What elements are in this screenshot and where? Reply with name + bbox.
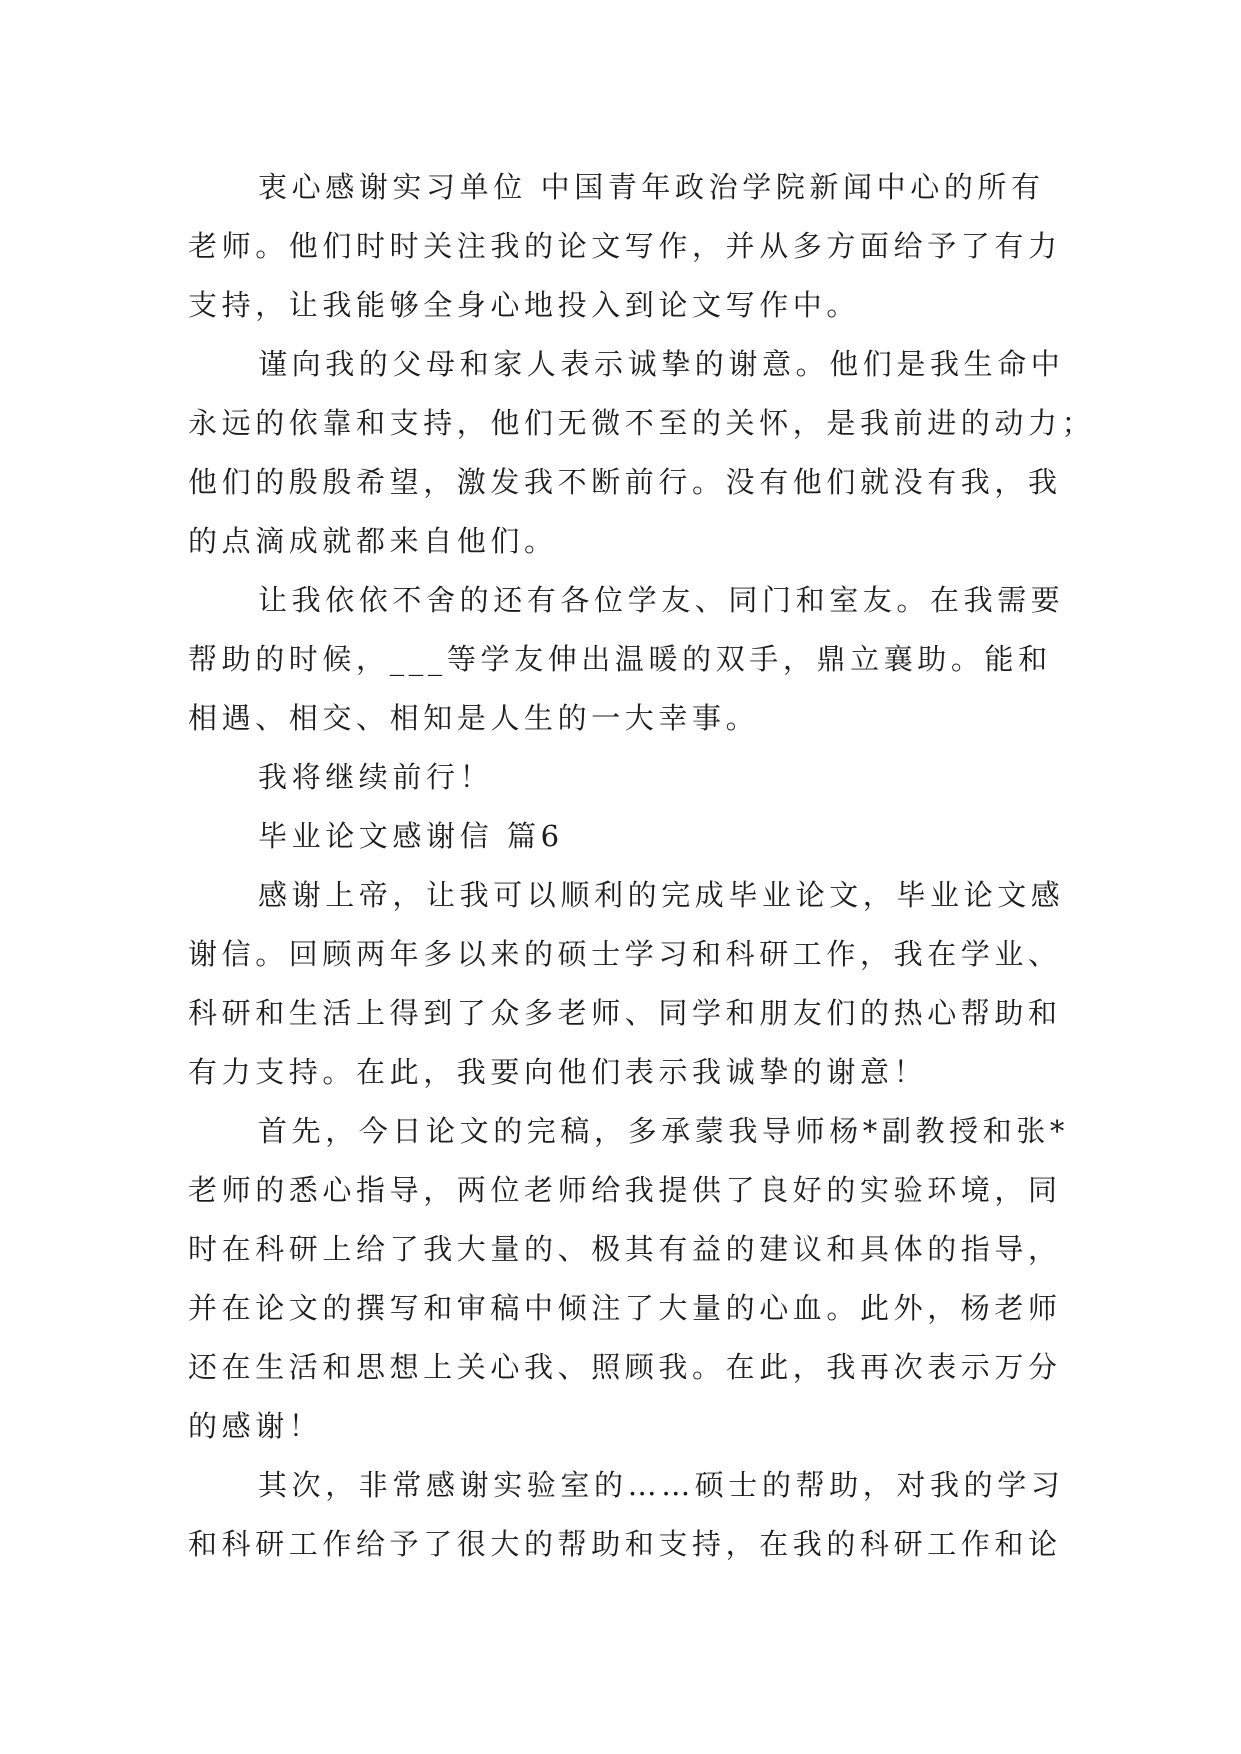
paragraph-line: 让我依依不舍的还有各位学友、同门和室友。在我需要 — [258, 583, 1065, 617]
paragraph-line: 衷心感谢实习单位 中国青年政治学院新闻中心的所有 — [258, 170, 1045, 204]
section-heading: 毕业论文感谢信 篇6 — [258, 819, 564, 853]
paragraph-line: 他们的殷殷希望，激发我不断前行。没有他们就没有我，我 — [188, 465, 1062, 499]
paragraph-line: 谢信。回顾两年多以来的硕士学习和科研工作，我在学业、 — [188, 937, 1062, 971]
paragraph-line: 谨向我的父母和家人表示诚挚的谢意。他们是我生命中 — [258, 347, 1065, 381]
paragraph-line: 永远的依靠和支持，他们无微不至的关怀，是我前进的动力； — [188, 406, 1096, 440]
document-body — [188, 158, 1096, 1574]
paragraph-line: 有力支持。在此，我要向他们表示我诚挚的谢意！ — [188, 1055, 928, 1089]
paragraph-line: 的点滴成就都来自他们。 — [188, 524, 558, 558]
paragraph-line: 科研和生活上得到了众多老师、同学和朋友们的热心帮助和 — [188, 996, 1062, 1030]
paragraph-line: 的感谢！ — [188, 1409, 323, 1443]
paragraph-line: 相遇、相交、相知是人生的一大幸事。 — [188, 701, 760, 735]
paragraph-line: 感谢上帝，让我可以顺利的完成毕业论文，毕业论文感 — [258, 878, 1065, 912]
paragraph-line: 和科研工作给予了很大的帮助和支持，在我的科研工作和论 — [188, 1527, 1062, 1561]
paragraph-line: 并在论文的撰写和审稿中倾注了大量的心血。此外，杨老师 — [188, 1291, 1062, 1325]
paragraph-line: 老师的悉心指导，两位老师给我提供了良好的实验环境，同 — [188, 1173, 1062, 1207]
paragraph-line: 老师。他们时时关注我的论文写作，并从多方面给予了有力 — [188, 229, 1062, 263]
paragraph-line: 我将继续前行！ — [258, 760, 494, 794]
paragraph-line: 支持，让我能够全身心地投入到论文写作中。 — [188, 288, 861, 322]
paragraph-line: 首先，今日论文的完稿，多承蒙我导师杨*副教授和张* — [258, 1114, 1070, 1148]
paragraph-line: 时在科研上给了我大量的、极其有益的建议和具体的指导， — [188, 1232, 1062, 1266]
paragraph-line: 还在生活和思想上关心我、照顾我。在此，我再次表示万分 — [188, 1350, 1062, 1384]
paragraph-line: 帮助的时候，___等学友伸出温暖的双手，鼎立襄助。能和 — [188, 642, 1052, 676]
paragraph-line: 其次，非常感谢实验室的……硕士的帮助，对我的学习 — [258, 1468, 1065, 1502]
